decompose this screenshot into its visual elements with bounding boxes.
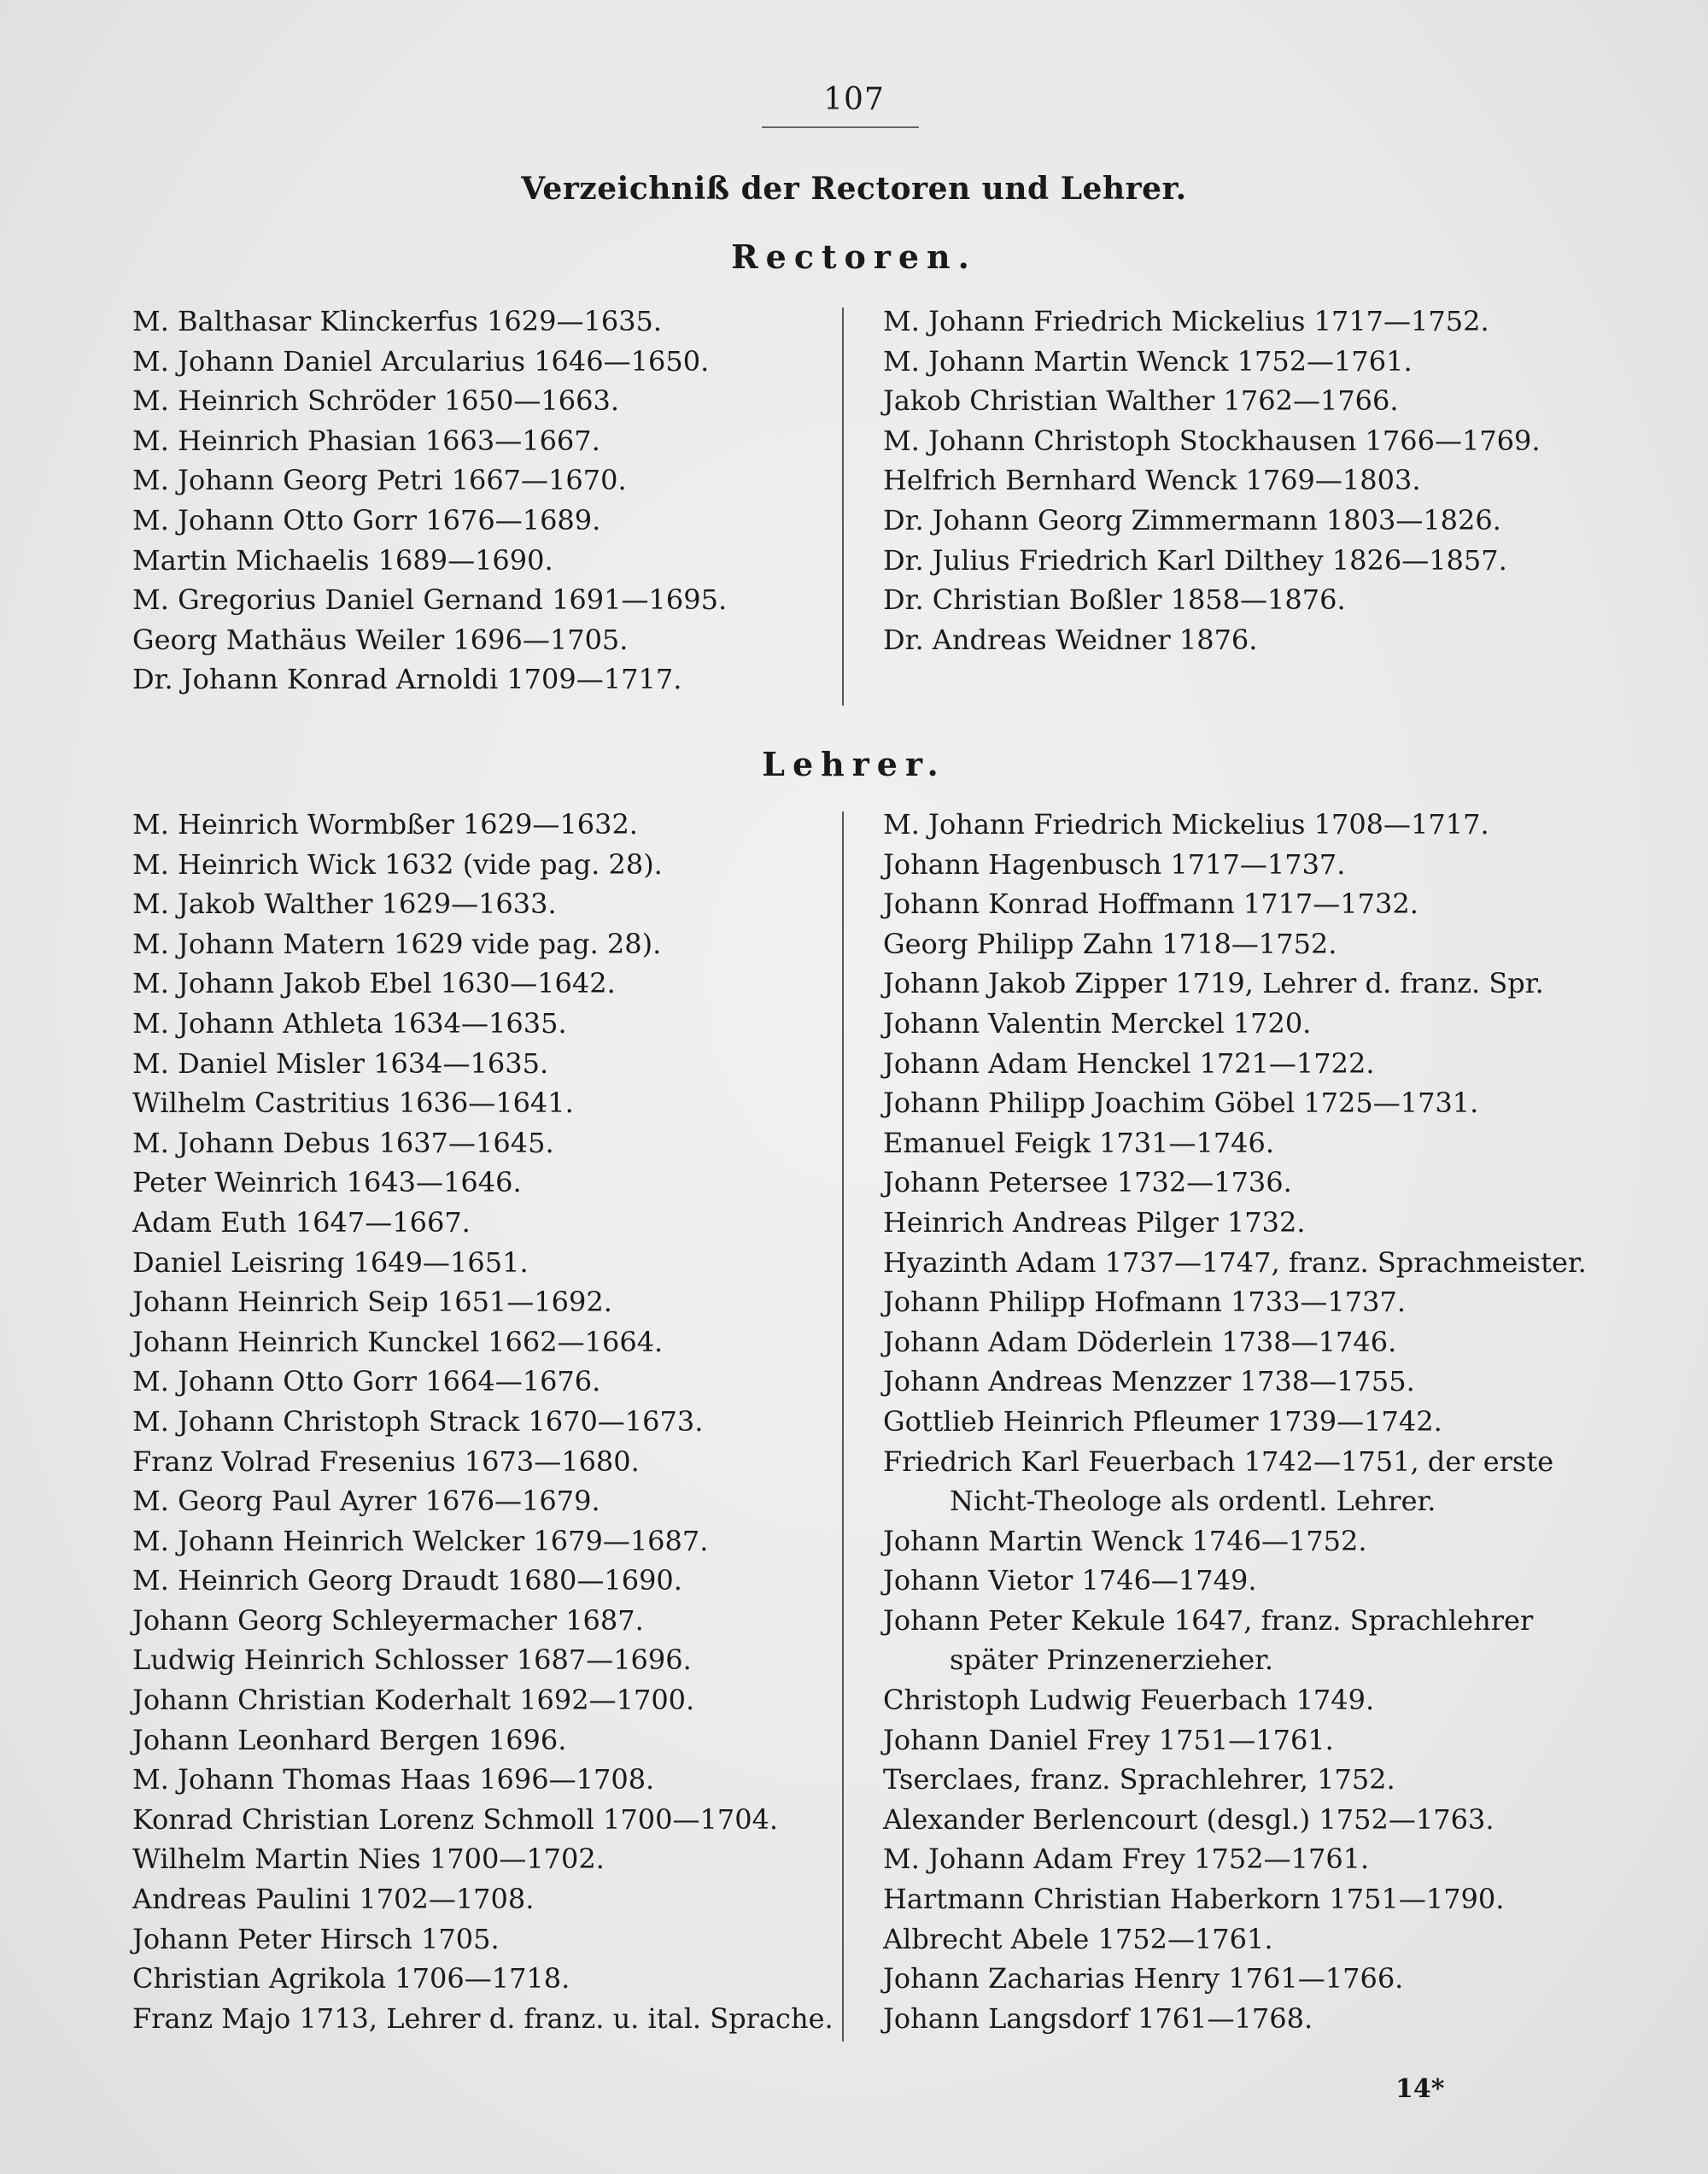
list-item: Wilhelm Castritius 1636—1641. <box>132 1087 574 1120</box>
list-item: Johann Daniel Frey 1751—1761. <box>883 1723 1334 1756</box>
list-item: M. Heinrich Wick 1632 (vide pag. 28). <box>132 847 663 881</box>
list-item: M. Johann Daniel Arcularius 1646—1650. <box>132 344 710 378</box>
list-item: Johann Martin Wenck 1746—1752. <box>883 1524 1367 1557</box>
list-item: M. Gregorius Daniel Gernand 1691—1695. <box>132 583 728 617</box>
list-item: Johann Jakob Zipper 1719, Lehrer d. franz. Spr. <box>883 967 1544 1000</box>
list-item: Gottlieb Heinrich Pfleumer 1739—1742. <box>883 1404 1442 1438</box>
list-item: Emanuel Feigk 1731—1746. <box>883 1126 1275 1159</box>
list-item: Johann Philipp Joachim Göbel 1725—1731. <box>883 1087 1479 1120</box>
list-item: Nicht-Theologe als ordentl. Lehrer. <box>950 1485 1436 1518</box>
list-item: Johann Petersee 1732—1736. <box>883 1166 1292 1199</box>
list-item: Hartmann Christian Haberkorn 1751—1790. <box>883 1883 1505 1916</box>
list-item: Adam Euth 1647—1667. <box>132 1205 471 1239</box>
list-item: Tserclaes, franz. Sprachlehrer, 1752. <box>883 1763 1395 1796</box>
list-item: M. Heinrich Wormbßer 1629—1632. <box>132 808 638 841</box>
list-item: Daniel Leisring 1649—1651. <box>132 1245 529 1279</box>
list-item: Dr. Julius Friedrich Karl Dilthey 1826—1857. <box>883 543 1507 577</box>
list-item: Hyazinth Adam 1737—1747, franz. Sprachmeister. <box>883 1245 1587 1279</box>
list-item: M. Jakob Walther 1629—1633. <box>132 888 557 921</box>
list-item: Ludwig Heinrich Schlosser 1687—1696. <box>132 1644 692 1677</box>
list-item: M. Heinrich Phasian 1663—1667. <box>132 424 600 457</box>
list-item: Johann Heinrich Seip 1651—1692. <box>132 1286 612 1319</box>
list-item: Dr. Andreas Weidner 1876. <box>883 623 1258 656</box>
list-item: Johann Christian Koderhalt 1692—1700. <box>132 1684 695 1717</box>
list-item: Wilhelm Martin Nies 1700—1702. <box>132 1843 605 1876</box>
page-title: Verzeichniß der Rectoren und Lehrer. <box>521 171 1187 207</box>
list-item: Johann Heinrich Kunckel 1662—1664. <box>132 1325 664 1358</box>
list-item: Helfrich Bernhard Wenck 1769—1803. <box>883 464 1421 497</box>
list-item: Johann Vietor 1746—1749. <box>883 1564 1257 1597</box>
list-item: später Prinzenerzieher. <box>950 1644 1274 1677</box>
list-item: Konrad Christian Lorenz Schmoll 1700—1704. <box>132 1802 779 1836</box>
list-item: Johann Andreas Menzzer 1738—1755. <box>883 1365 1415 1398</box>
list-item: Johann Peter Hirsch 1705. <box>132 1922 500 1955</box>
list-item: M. Johann Debus 1637—1645. <box>132 1126 554 1159</box>
list-item: M. Johann Martin Wenck 1752—1761. <box>883 344 1413 378</box>
list-item: Georg Philipp Zahn 1718—1752. <box>883 927 1337 960</box>
list-item: M. Johann Georg Petri 1667—1670. <box>132 464 627 497</box>
list-item: M. Heinrich Schröder 1650—1663. <box>132 384 619 418</box>
list-item: Johann Philipp Hofmann 1733—1737. <box>883 1286 1407 1319</box>
list-item: Dr. Christian Boßler 1858—1876. <box>883 583 1346 617</box>
list-item: M. Johann Christoph Stockhausen 1766—1769. <box>883 424 1541 457</box>
list-item: Johann Georg Schleyermacher 1687. <box>132 1603 644 1637</box>
list-item: Andreas Paulini 1702—1708. <box>132 1883 535 1916</box>
list-item: Alexander Berlencourt (desgl.) 1752—1763. <box>883 1802 1494 1836</box>
lehrer-left-column <box>132 805 834 2038</box>
rectoren-right-column <box>883 302 1541 659</box>
lehrer-column-divider <box>842 812 844 2042</box>
list-item: Jakob Christian Walther 1762—1766. <box>883 384 1399 418</box>
list-item: M. Johann Matern 1629 vide pag. 28). <box>132 927 662 960</box>
list-item: Christoph Ludwig Feuerbach 1749. <box>883 1684 1375 1717</box>
list-item: Johann Zacharias Henry 1761—1766. <box>883 1962 1404 1995</box>
list-item: M. Johann Friedrich Mickelius 1708—1717. <box>883 808 1489 841</box>
list-item: Franz Volrad Fresenius 1673—1680. <box>132 1444 640 1478</box>
list-item: Dr. Johann Konrad Arnoldi 1709—1717. <box>132 663 682 696</box>
list-item: Georg Mathäus Weiler 1696—1705. <box>132 623 629 656</box>
list-item: M. Johann Heinrich Welcker 1679—1687. <box>132 1524 709 1557</box>
list-item: Franz Majo 1713, Lehrer d. franz. u. ital. Sprache. <box>132 2001 834 2035</box>
lehrer-right-column <box>883 805 1587 2038</box>
rectoren-column-divider <box>842 308 844 706</box>
list-item: M. Johann Adam Frey 1752—1761. <box>883 1843 1370 1876</box>
list-item: M. Johann Jakob Ebel 1630—1642. <box>132 967 616 1000</box>
list-item: Albrecht Abele 1752—1761. <box>883 1922 1273 1955</box>
list-item: Johann Hagenbusch 1717—1737. <box>883 847 1346 881</box>
list-item: M. Johann Friedrich Mickelius 1717—1752. <box>883 305 1489 337</box>
list-item: M. Johann Thomas Haas 1696—1708. <box>132 1763 655 1796</box>
list-item: M. Johann Athleta 1634—1635. <box>132 1006 567 1040</box>
list-item: Johann Valentin Merckel 1720. <box>883 1006 1312 1040</box>
list-item: Dr. Johann Georg Zimmermann 1803—1826. <box>883 503 1501 536</box>
list-item: M. Johann Christoph Strack 1670—1673. <box>132 1404 704 1438</box>
lehrer-heading: Lehrer. <box>762 745 946 783</box>
rectoren-left-column <box>132 302 727 700</box>
list-item: Johann Adam Döderlein 1738—1746. <box>883 1325 1397 1358</box>
page-number-rule <box>762 126 919 128</box>
list-item: M. Georg Paul Ayrer 1676—1679. <box>132 1485 600 1518</box>
list-item: M. Heinrich Georg Draudt 1680—1690. <box>132 1564 682 1597</box>
list-item: M. Daniel Misler 1634—1635. <box>132 1046 549 1080</box>
list-item: Johann Adam Henckel 1721—1722. <box>883 1046 1375 1080</box>
page-number: 107 <box>823 82 885 117</box>
list-item: M. Balthasar Klinckerfus 1629—1635. <box>132 305 663 337</box>
list-item: Friedrich Karl Feuerbach 1742—1751, der erste <box>883 1444 1554 1478</box>
signature-mark: 14* <box>1395 2074 1445 2104</box>
list-item: Johann Konrad Hoffmann 1717—1732. <box>883 888 1418 921</box>
list-item: M. Johann Otto Gorr 1676—1689. <box>132 503 601 536</box>
list-item: Johann Langsdorf 1761—1768. <box>883 2001 1313 2035</box>
list-item: Johann Peter Kekule 1647, franz. Sprachlehrer <box>883 1603 1534 1637</box>
list-item: Johann Leonhard Bergen 1696. <box>132 1723 567 1756</box>
list-item: Christian Agrikola 1706—1718. <box>132 1962 570 1995</box>
list-item: Peter Weinrich 1643—1646. <box>132 1166 522 1199</box>
rectoren-heading: Rectoren. <box>731 237 977 276</box>
list-item: Martin Michaelis 1689—1690. <box>132 543 553 577</box>
list-item: M. Johann Otto Gorr 1664—1676. <box>132 1365 601 1398</box>
list-item: Heinrich Andreas Pilger 1732. <box>883 1205 1306 1239</box>
